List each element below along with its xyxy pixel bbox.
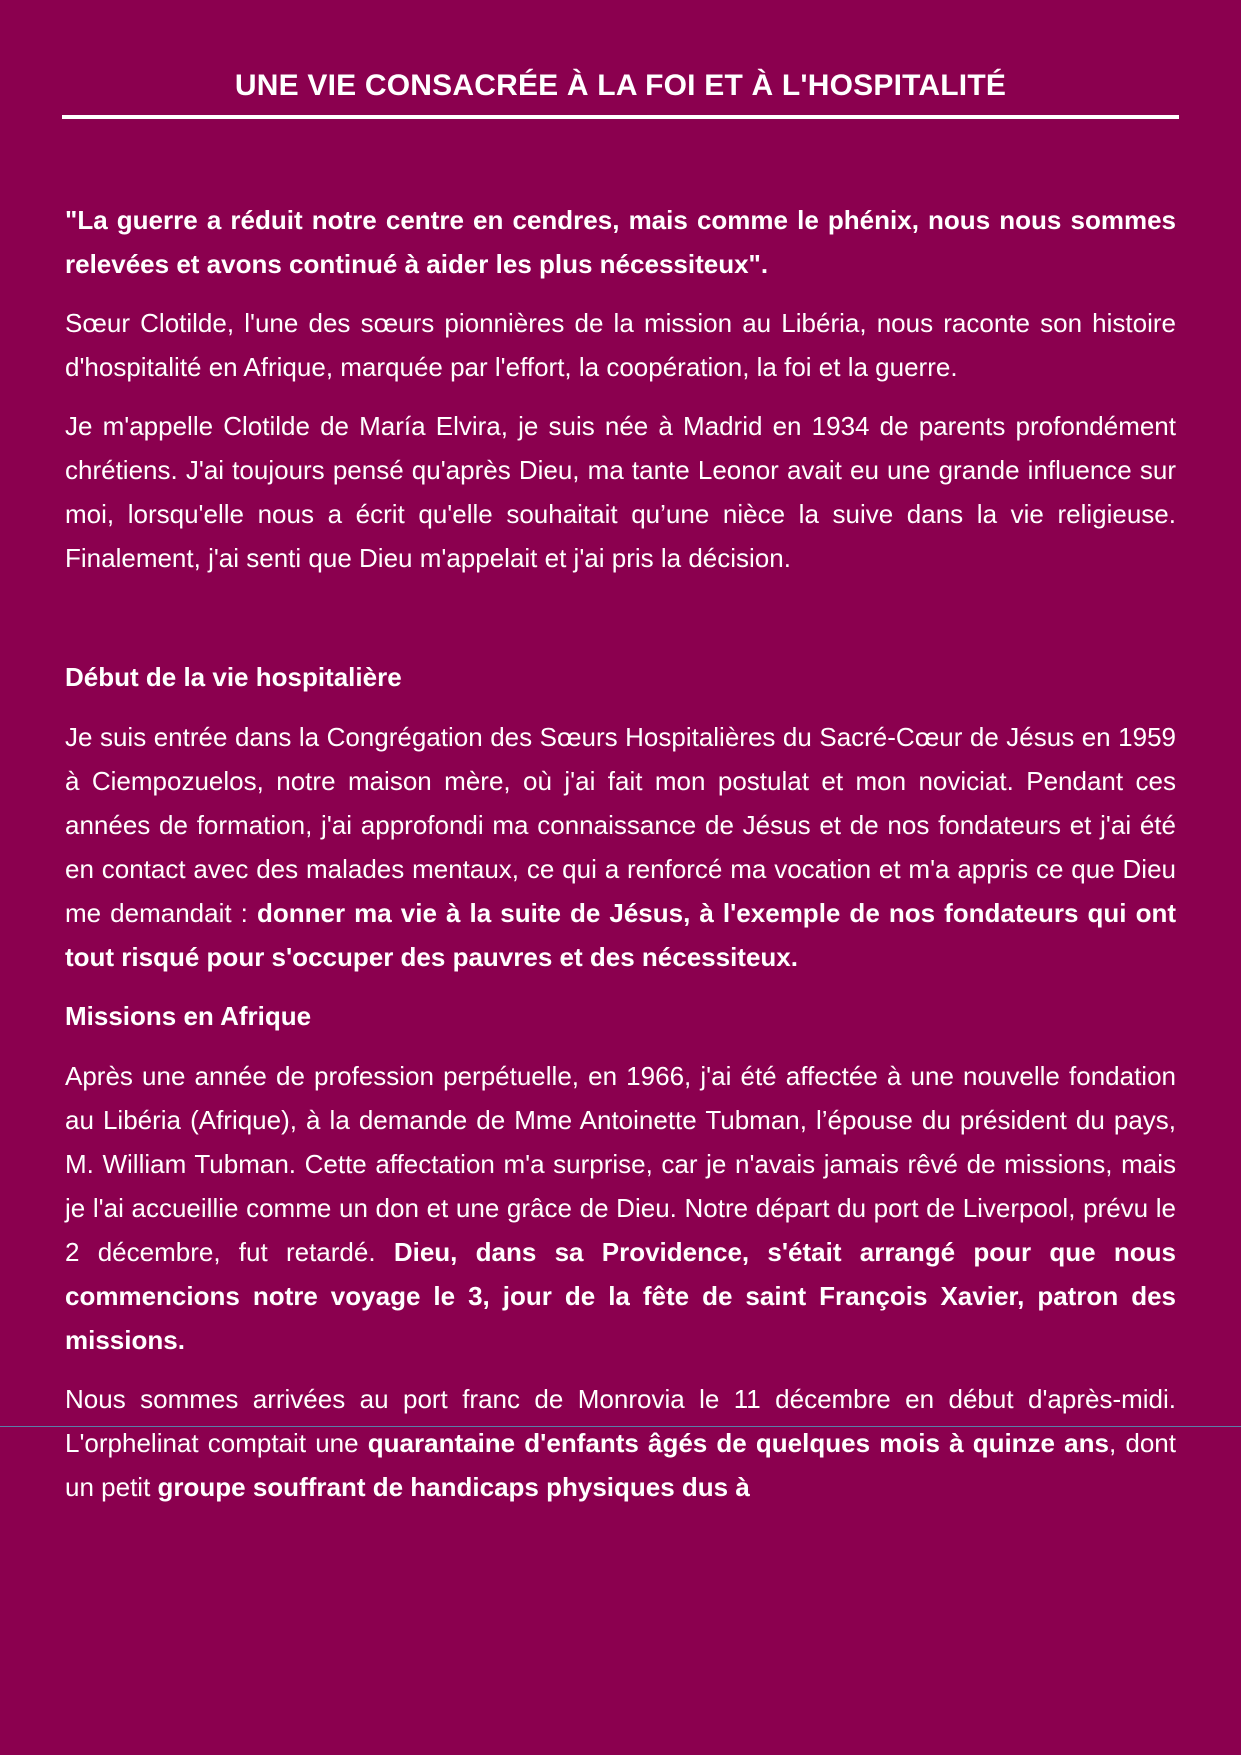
paragraph-birth: Je m'appelle Clotilde de María Elvira, je suis née à Madrid en 1934 de parents profondément chrétiens. J'ai toujours pensé qu'après Dieu, ma tante Leonor avait eu une grande influence sur moi, lorsqu'elle nous a écrit qu'elle souhaitait qu’une nièce la suive dans la vie religieuse. Finalement, j'ai senti que Dieu m'appelait et j'ai pris la décision. (65, 411, 1176, 573)
paragraph-monrovia-text-2: , dont un petit (65, 1428, 1176, 1502)
intro-paragraph: Sœur Clotilde, l'une des sœurs pionnières de la mission au Libéria, nous raconte son histoire d'hospitalité en Afrique, marquée par l'effort, la coopération, la foi et la guerre. (65, 308, 1176, 382)
section-heading-missions: Missions en Afrique (65, 1001, 312, 1031)
paragraph-monrovia-bold-1: quarantaine d'enfants âgés de quelques mois à quinze ans (367, 1428, 1109, 1458)
paragraph-liberia-text: Après une année de profession perpétuelle, en 1966, j'ai été affectée à une nouvelle fondation au Libéria (Afrique), à la demande de Mme Antoinette Tubman, l’épouse du président du pays, M. William Tubman. Cette affectation m'a surprise, car je n'avais jamais rêvé de missions, mais je l'ai accueillie comme un don et une grâce de Dieu. Notre départ du port de Liverpool, prévu le 2 décembre, fut retardé. (65, 1061, 1176, 1267)
paragraph-congregation-text: Je suis entrée dans la Congrégation des Sœurs Hospitalières du Sacré-Cœur de Jésus en 1959 à Ciempozuelos, notre maison mère, où j'ai fait mon postulat et mon noviciat. Pendant ces années de formation, j'ai approfondi ma connaissance de Jésus et de nos fondateurs et j'ai été en contact avec des malades mentaux, ce qui a renforcé ma vocation et m'a appris ce que Dieu me demandait : (65, 722, 1176, 928)
paragraph-congregation-emphasis: donner ma vie à la suite de Jésus, à l'exemple de nos fondateurs qui ont tout risqué pour s'occuper des pauvres et des nécessiteux. (65, 898, 1176, 972)
paragraph-congregation (65, 715, 1176, 979)
paragraph-monrovia-text-1: Nous sommes arrivées au port franc de Monrovia le 11 décembre en début d'après-midi. L'orphelinat comptait une (65, 1384, 1176, 1458)
paragraph-monrovia-bold-2: groupe souffrant de handicaps physiques dus à (157, 1472, 750, 1502)
section-heading-debut: Début de la vie hospitalière (65, 662, 402, 692)
title-underline (62, 115, 1179, 119)
page-break-line (0, 1426, 1241, 1427)
section-spacer (65, 595, 1176, 655)
paragraph-liberia-emphasis: Dieu, dans sa Providence, s'était arrangé pour que nous commencions notre voyage le 3, jour de la fête de saint François Xavier, patron des missions. (65, 1237, 1176, 1355)
paragraph-liberia (65, 1054, 1176, 1362)
article-body (65, 198, 1176, 1524)
opening-quote: "La guerre a réduit notre centre en cendres, mais comme le phénix, nous nous sommes relevées et avons continué à aider les plus nécessiteux". (65, 205, 1176, 279)
paragraph-monrovia (65, 1377, 1176, 1509)
page-title: UNE VIE CONSACRÉE À LA FOI ET À L'HOSPITALITÉ (234, 69, 1007, 102)
